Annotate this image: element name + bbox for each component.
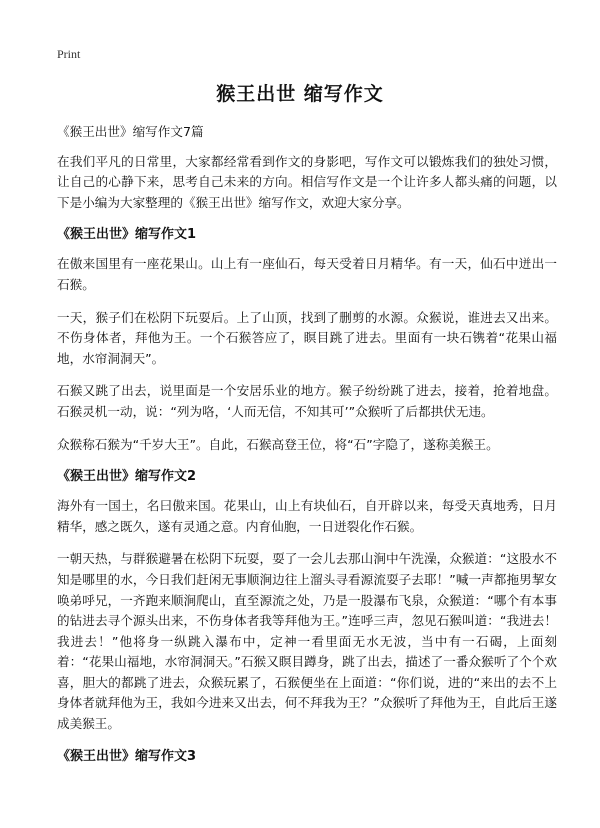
section-1-paragraph-2: 一天，猴子们在松阴下玩耍后。上了山顶，找到了删剪的水源。众猴说，谁进去又出来。不伤身体者，拜他为王。一个石猴答应了，瞑目跳了进去。里面有一块石镌着“花果山福地，水帘洞洞天”。: [57, 309, 557, 366]
section-2-paragraph-2: 一朝天热，与群猴避暑在松阴下玩耍，耍了一会儿去那山涧中午洗澡，众猴道：“这股水不知是哪里的水，今日我们赶闲无事顺涧边往上溜头寻看源流耍子去耶！”喊一声都拖男挈女唤弟呼兄，一齐跑来顺涧爬山，直至源流之处，乃是一股瀑布飞泉，众猴道：“哪个有本事的钻进去寻个源头出来，不伤身体者我等拜他为王。”连呼三声，忽见石猴叫道：“我进去！我进去！”他将身一纵跳入瀑布中，定神一看里面无水无波，当中有一石碣，上面刻着：“花果山福地，水帘洞洞天。”石猴又瞑目蹲身，跳了出去，描述了一番众猴听了个个欢喜，胆大的都跳了进去，众猴玩累了，石猴便坐在上面道：“你们说，进的“来出的去不上身体者就拜他为王，我如今进来又出去，何不拜我为王？”众猴听了拜他为王，自此后王遂成美猴王。: [57, 551, 557, 732]
intro-paragraph: 在我们平凡的日常里，大家都经常看到作文的身影吧，写作文可以锻炼我们的独处习惯，让自己的心静下来，思考自己未来的方向。相信写作文是一个让许多人都头痛的问题，以下是小编为大家整理的《猴王出世》缩写作文，欢迎大家分享。: [57, 153, 557, 210]
article-body: [57, 122, 557, 776]
section-heading-2: 《猴王出世》缩写作文2: [57, 469, 197, 485]
article-subtitle: 《猴王出世》缩写作文7篇: [57, 124, 204, 139]
section-2-paragraph-1: 海外有一国土，名曰傲来国。花果山，山上有块仙石，自开辟以来，每受天真地秀，日月精华，感之既久，遂有灵通之意。内育仙胞，一日迸裂化作石猴。: [57, 498, 557, 534]
section-1-paragraph-1: 在傲来国里有一座花果山。山上有一座仙石，每天受着日月精华。有一天，仙石中迸出一石猴。: [57, 256, 557, 292]
print-link[interactable]: Print: [57, 47, 81, 61]
section-1-paragraph-4: 众猴称石猴为“千岁大王”。自此，石猴高登王位，将“石”字隐了，遂称美猴王。: [57, 436, 499, 452]
page-title: 猴王出世 缩写作文: [216, 83, 384, 105]
section-1-paragraph-3: 石猴又跳了出去，说里面是一个安居乐业的地方。猴子纷纷跳了进去，接着，抢着地盘。石猴灵机一动，说：“列为咯，‘人而无信，不知其可’”众猴听了后都拱伏无违。: [57, 383, 557, 419]
section-heading-1: 《猴王出世》缩写作文1: [57, 227, 197, 243]
section-heading-3: 《猴王出世》缩写作文3: [57, 748, 197, 764]
